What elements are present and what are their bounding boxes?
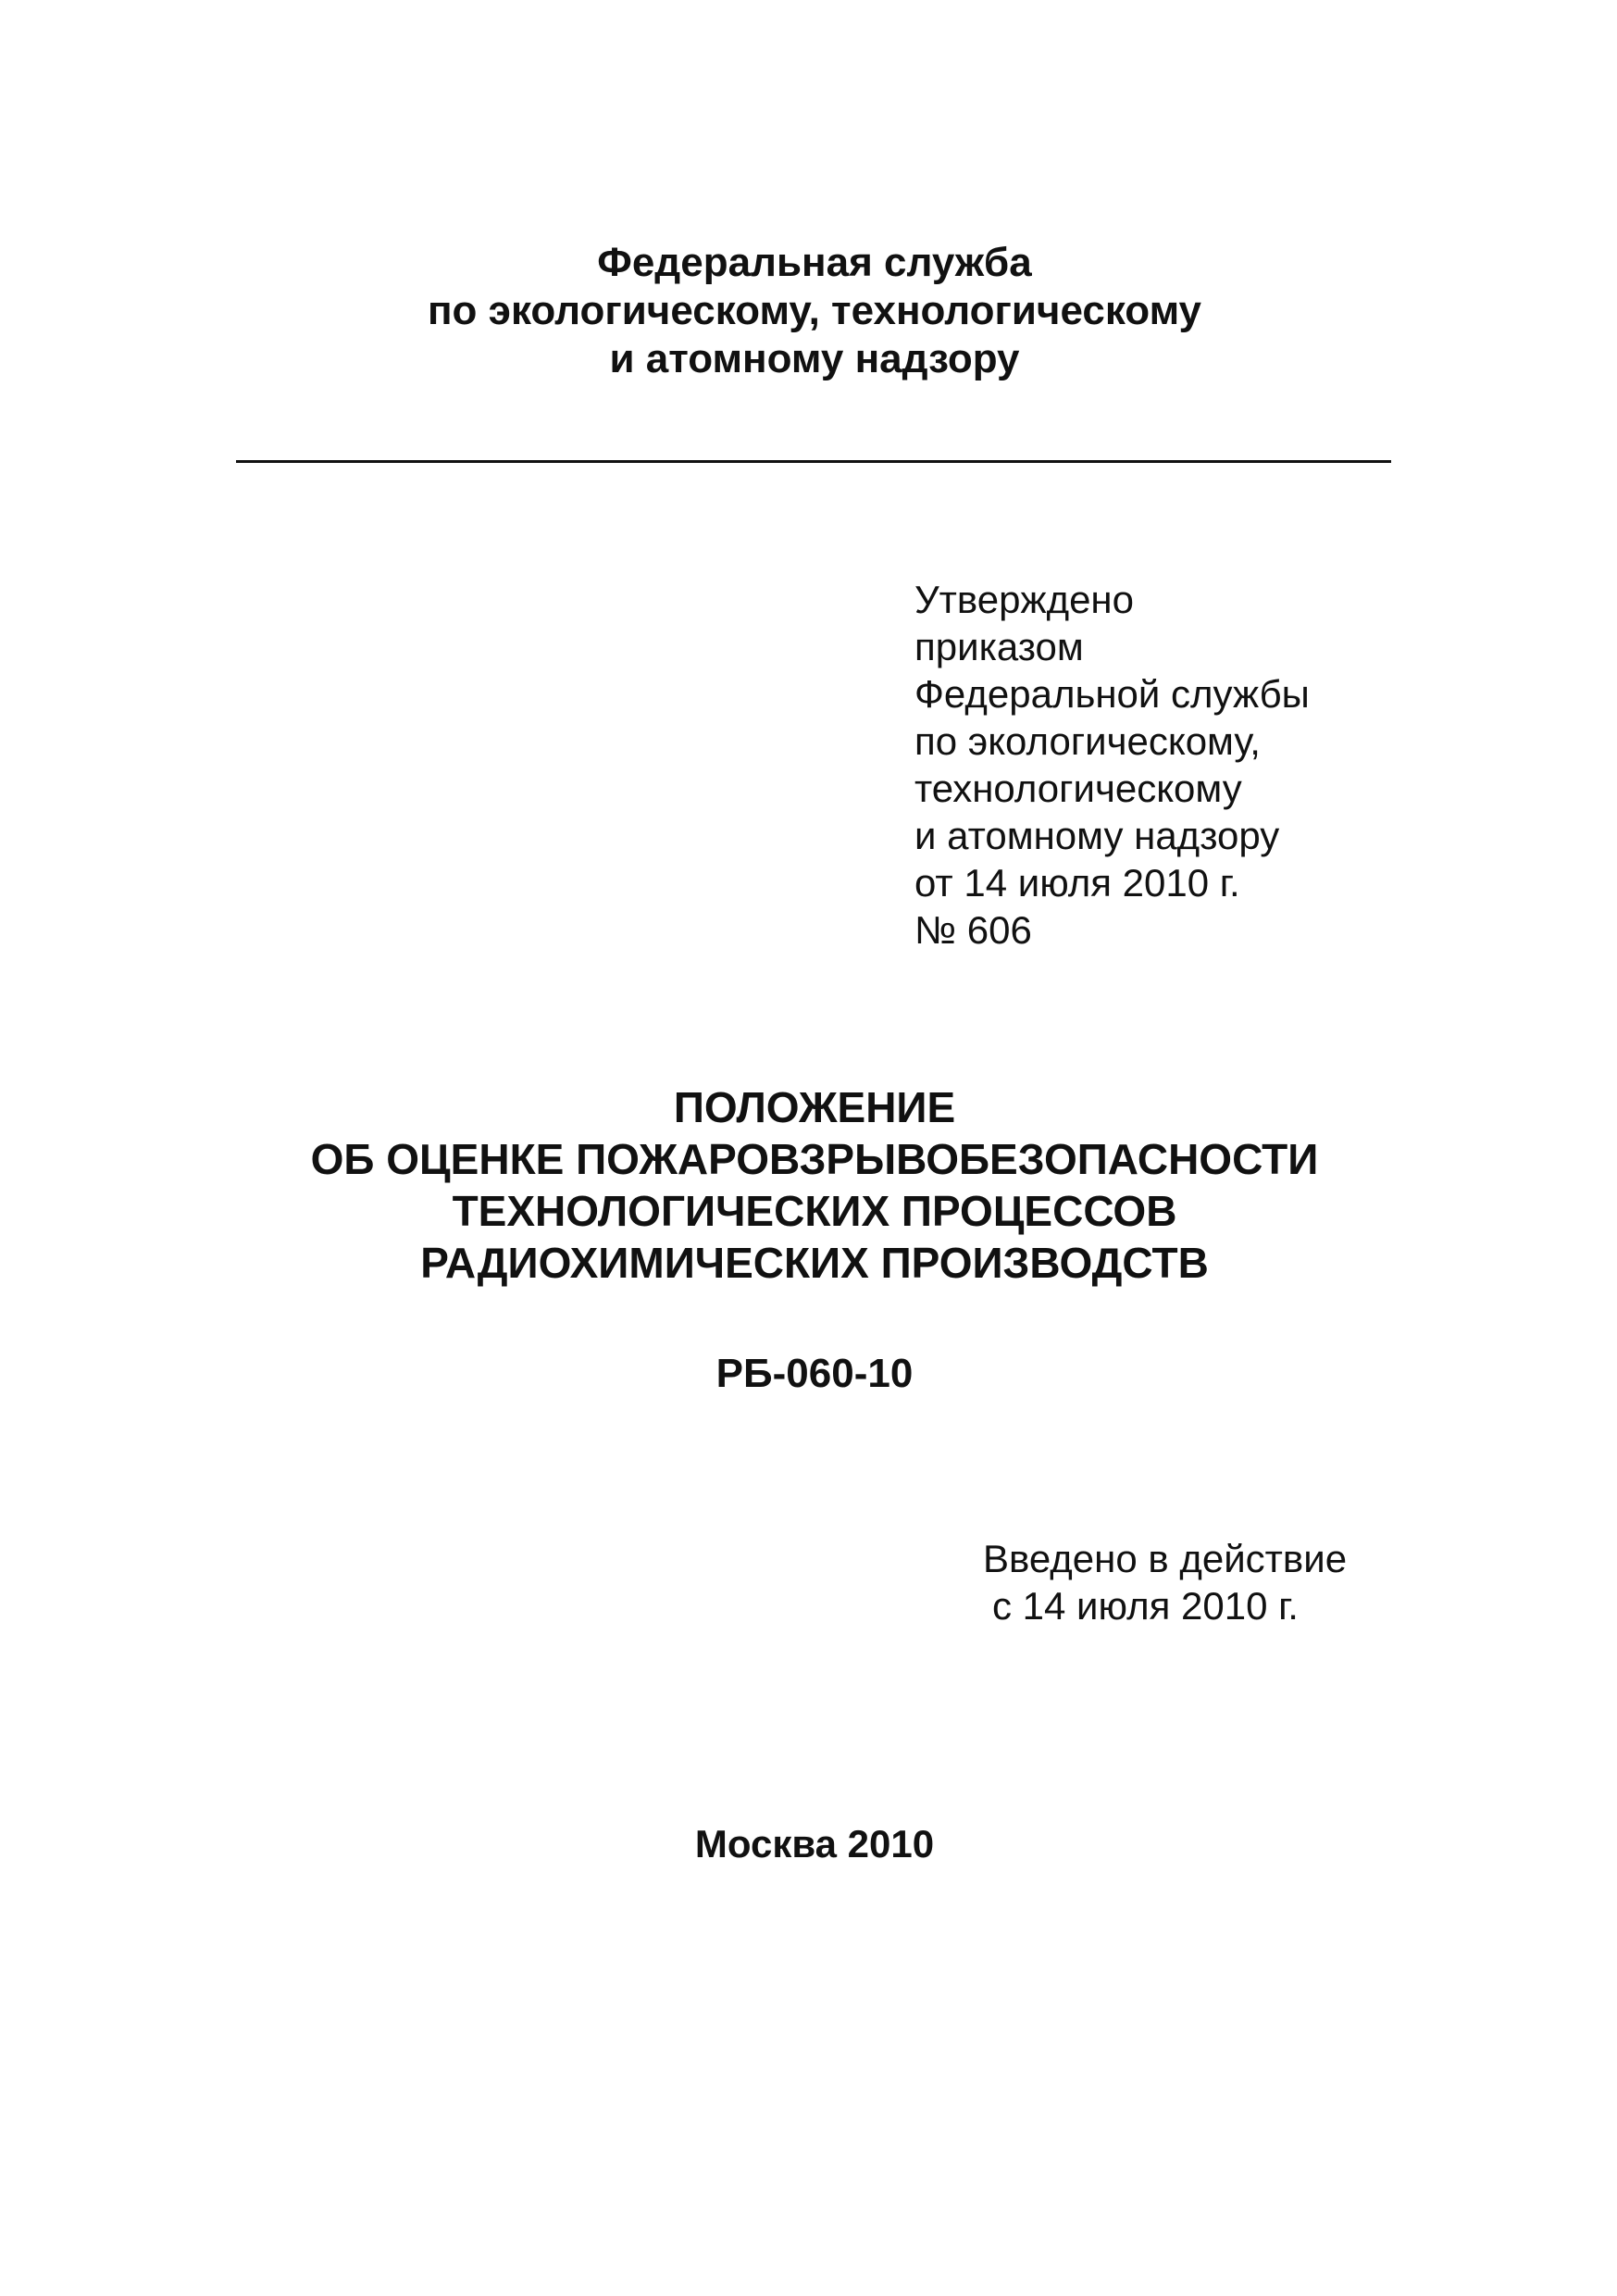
approval-line: приказом <box>914 625 1084 668</box>
document-code: РБ-060-10 <box>715 1351 914 1396</box>
document-title <box>167 1081 1462 1289</box>
agency-line: и атомному надзору <box>609 336 1020 381</box>
approval-line: Утверждено <box>914 578 1134 621</box>
title-line: ПОЛОЖЕНИЕ <box>673 1083 956 1131</box>
effective-date-block <box>983 1535 1347 1629</box>
effective-line: с 14 июля 2010 г. <box>992 1584 1299 1628</box>
effective-line: Введено в действие <box>983 1537 1348 1580</box>
title-line: ТЕХНОЛОГИЧЕСКИХ ПРОЦЕССОВ <box>452 1187 1177 1235</box>
header-divider <box>236 460 1391 463</box>
approval-line: № 606 <box>914 908 1032 952</box>
place-year: Москва 2010 <box>694 1822 935 1866</box>
approval-line: Федеральной службы <box>914 672 1310 716</box>
approval-line: и атомному надзору <box>914 814 1280 857</box>
approval-line: технологическому <box>914 767 1242 810</box>
agency-line: по экологическому, технологическому <box>427 288 1202 333</box>
agency-name <box>352 239 1277 383</box>
agency-line: Федеральная служба <box>597 240 1032 285</box>
approval-line: по экологическому, <box>914 719 1261 763</box>
approval-line: от 14 июля 2010 г. <box>914 861 1240 905</box>
approval-block <box>914 576 1310 954</box>
title-line: ОБ ОЦЕНКЕ ПОЖАРОВЗРЫВОБЕЗОПАСНОСТИ <box>310 1135 1319 1183</box>
title-line: РАДИОХИМИЧЕСКИХ ПРОИЗВОДСТВ <box>420 1239 1209 1287</box>
